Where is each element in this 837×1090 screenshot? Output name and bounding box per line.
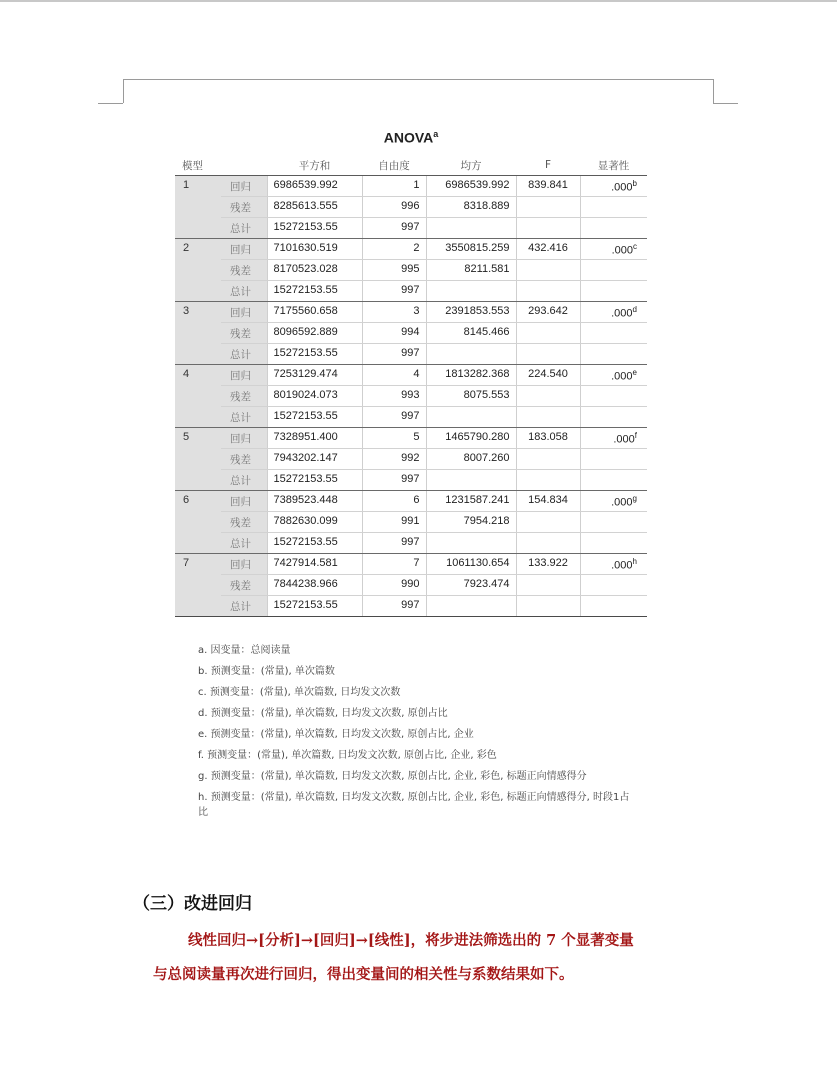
df-cell: 7 (362, 554, 426, 575)
model-id-cell (175, 449, 221, 470)
model-id-cell: 2 (175, 239, 221, 260)
footnote-marker: f (634, 431, 637, 440)
df-cell: 990 (362, 575, 426, 596)
f-value-cell: 183.058 (516, 428, 580, 449)
footnote: b. 预测变量：(常量), 单次篇数 (198, 666, 335, 677)
significance-cell (580, 554, 647, 575)
col-header-sum-of-squares: 平方和 (267, 155, 362, 176)
significance-cell (580, 512, 647, 533)
f-value-cell (516, 260, 580, 281)
df-cell: 992 (362, 449, 426, 470)
sum-of-squares-cell: 6986539.992 (267, 176, 362, 197)
table-row (175, 239, 647, 260)
col-header-df: 自由度 (362, 155, 426, 176)
mean-square-cell: 6986539.992 (426, 176, 516, 197)
significance-value: .000 (613, 433, 635, 446)
model-id-cell (175, 533, 221, 554)
table-row (175, 197, 647, 218)
f-value-cell (516, 449, 580, 470)
df-cell: 2 (362, 239, 426, 260)
model-id-cell: 1 (175, 176, 221, 197)
model-id-cell (175, 344, 221, 365)
mean-square-cell (426, 344, 516, 365)
mean-square-cell: 8318.889 (426, 197, 516, 218)
mean-square-cell: 8075.553 (426, 386, 516, 407)
table-row (175, 386, 647, 407)
mean-square-cell (426, 596, 516, 617)
mean-square-cell (426, 470, 516, 491)
sum-of-squares-cell: 7175560.658 (267, 302, 362, 323)
sum-of-squares-cell: 7253129.474 (267, 365, 362, 386)
row-type-cell: 总计 (221, 344, 267, 365)
model-id-cell (175, 281, 221, 302)
table-row (175, 323, 647, 344)
table-row (175, 512, 647, 533)
table-footnotes (198, 643, 638, 826)
row-type-cell: 总计 (221, 533, 267, 554)
window-top-border (0, 0, 837, 2)
mean-square-cell: 7923.474 (426, 575, 516, 596)
sum-of-squares-cell: 7328951.400 (267, 428, 362, 449)
df-cell: 6 (362, 491, 426, 512)
table-row (175, 596, 647, 617)
model-id-cell: 5 (175, 428, 221, 449)
footnote: a. 因变量：总阅读量 (198, 645, 291, 656)
df-cell: 997 (362, 470, 426, 491)
sum-of-squares-cell: 15272153.55 (267, 470, 362, 491)
sum-of-squares-cell: 7101630.519 (267, 239, 362, 260)
footnote: f. 预测变量：(常量), 单次篇数, 日均发文次数, 原创占比, 企业, 彩色 (198, 750, 497, 761)
f-value-cell (516, 533, 580, 554)
row-type-cell: 残差 (221, 449, 267, 470)
sum-of-squares-cell: 15272153.55 (267, 407, 362, 428)
table-row (175, 533, 647, 554)
significance-cell (580, 344, 647, 365)
df-cell: 993 (362, 386, 426, 407)
row-type-cell: 回归 (221, 428, 267, 449)
page-margin-mark-top (123, 79, 713, 80)
significance-cell (580, 596, 647, 617)
significance-value: .000 (611, 496, 633, 509)
body-paragraph-line1: 线性回归→[分析]→[回归]→[线性]，将步进法筛选出的 7 个显著变量 (188, 932, 634, 949)
significance-value: .000 (611, 244, 633, 257)
model-id-cell: 7 (175, 554, 221, 575)
mean-square-cell (426, 281, 516, 302)
f-value-cell (516, 281, 580, 302)
table-row (175, 176, 647, 197)
f-value-cell: 224.540 (516, 365, 580, 386)
sum-of-squares-cell: 15272153.55 (267, 596, 362, 617)
row-type-cell: 总计 (221, 218, 267, 239)
row-type-cell: 回归 (221, 491, 267, 512)
df-cell: 5 (362, 428, 426, 449)
significance-value: .000 (611, 181, 633, 194)
page-corner-mark-right (713, 79, 714, 103)
sum-of-squares-cell: 15272153.55 (267, 533, 362, 554)
sum-of-squares-cell: 8285613.555 (267, 197, 362, 218)
f-value-cell (516, 344, 580, 365)
row-type-cell: 回归 (221, 302, 267, 323)
df-cell: 991 (362, 512, 426, 533)
model-id-cell (175, 512, 221, 533)
mean-square-cell: 1061130.654 (426, 554, 516, 575)
footnote-marker: b (632, 179, 637, 188)
mean-square-cell: 2391853.553 (426, 302, 516, 323)
mean-square-cell: 1465790.280 (426, 428, 516, 449)
mean-square-cell: 1813282.368 (426, 365, 516, 386)
anova-table (175, 155, 647, 617)
sum-of-squares-cell: 7844238.966 (267, 575, 362, 596)
f-value-cell (516, 323, 580, 344)
significance-cell (580, 218, 647, 239)
row-type-cell: 回归 (221, 554, 267, 575)
sum-of-squares-cell: 7943202.147 (267, 449, 362, 470)
row-type-cell: 总计 (221, 281, 267, 302)
mean-square-cell (426, 533, 516, 554)
body-paragraph-line2: 与总阅读量再次进行回归，得出变量间的相关性与系数结果如下。 (153, 966, 574, 983)
model-id-cell (175, 470, 221, 491)
df-cell: 997 (362, 344, 426, 365)
mean-square-cell: 7954.218 (426, 512, 516, 533)
footnote-marker: c (633, 242, 637, 251)
footnote-marker: g (632, 494, 637, 503)
significance-value: .000 (611, 370, 633, 383)
significance-cell (580, 470, 647, 491)
table-row (175, 428, 647, 449)
table-header-row (175, 155, 647, 176)
table-row (175, 554, 647, 575)
model-id-cell (175, 260, 221, 281)
mean-square-cell (426, 218, 516, 239)
df-cell: 997 (362, 407, 426, 428)
model-id-cell (175, 323, 221, 344)
f-value-cell (516, 575, 580, 596)
anova-table-body (175, 176, 647, 617)
row-type-cell: 残差 (221, 386, 267, 407)
significance-cell (580, 407, 647, 428)
row-type-cell: 总计 (221, 596, 267, 617)
df-cell: 997 (362, 218, 426, 239)
row-type-cell: 回归 (221, 176, 267, 197)
f-value-cell (516, 407, 580, 428)
col-header-f: F (516, 155, 580, 176)
row-type-cell: 总计 (221, 407, 267, 428)
mean-square-cell: 8145.466 (426, 323, 516, 344)
sum-of-squares-cell: 8019024.073 (267, 386, 362, 407)
col-header-type (221, 155, 267, 176)
table-row (175, 260, 647, 281)
table-row (175, 491, 647, 512)
anova-title (175, 129, 647, 146)
significance-cell (580, 197, 647, 218)
significance-cell (580, 281, 647, 302)
df-cell: 997 (362, 596, 426, 617)
f-value-cell: 154.834 (516, 491, 580, 512)
f-value-cell (516, 386, 580, 407)
footnote: e. 预测变量：(常量), 单次篇数, 日均发文次数, 原创占比, 企业 (198, 729, 474, 740)
sum-of-squares-cell: 15272153.55 (267, 281, 362, 302)
df-cell: 996 (362, 197, 426, 218)
table-row (175, 407, 647, 428)
col-header-model: 模型 (175, 155, 221, 176)
significance-cell (580, 533, 647, 554)
f-value-cell: 293.642 (516, 302, 580, 323)
model-id-cell (175, 218, 221, 239)
model-id-cell: 3 (175, 302, 221, 323)
f-value-cell: 133.922 (516, 554, 580, 575)
significance-cell (580, 575, 647, 596)
model-id-cell (175, 407, 221, 428)
df-cell: 995 (362, 260, 426, 281)
table-row (175, 344, 647, 365)
page-corner-mark-left (123, 79, 124, 103)
model-id-cell (175, 596, 221, 617)
significance-value: .000 (611, 307, 633, 320)
footnote-marker: d (632, 305, 637, 314)
sum-of-squares-cell: 8170523.028 (267, 260, 362, 281)
mean-square-cell (426, 407, 516, 428)
footnote: h. 预测变量：(常量), 单次篇数, 日均发文次数, 原创占比, 企业, 彩色, 标题正向情感得分, 时段1占比 (198, 792, 630, 818)
f-value-cell (516, 218, 580, 239)
df-cell: 997 (362, 281, 426, 302)
significance-cell (580, 365, 647, 386)
anova-title-superscript: a (433, 129, 439, 139)
df-cell: 1 (362, 176, 426, 197)
row-type-cell: 回归 (221, 365, 267, 386)
sum-of-squares-cell: 8096592.889 (267, 323, 362, 344)
significance-cell (580, 302, 647, 323)
mean-square-cell: 8007.260 (426, 449, 516, 470)
sum-of-squares-cell: 7882630.099 (267, 512, 362, 533)
f-value-cell: 839.841 (516, 176, 580, 197)
row-type-cell: 残差 (221, 512, 267, 533)
table-row (175, 365, 647, 386)
row-type-cell: 总计 (221, 470, 267, 491)
f-value-cell (516, 470, 580, 491)
row-type-cell: 残差 (221, 260, 267, 281)
significance-cell (580, 239, 647, 260)
table-row (175, 449, 647, 470)
col-header-significance: 显著性 (580, 155, 647, 176)
footnote: d. 预测变量：(常量), 单次篇数, 日均发文次数, 原创占比 (198, 708, 448, 719)
table-row (175, 575, 647, 596)
model-id-cell (175, 386, 221, 407)
significance-cell (580, 386, 647, 407)
row-type-cell: 回归 (221, 239, 267, 260)
significance-cell (580, 260, 647, 281)
footnote-marker: h (632, 557, 637, 566)
significance-cell (580, 323, 647, 344)
df-cell: 997 (362, 533, 426, 554)
row-type-cell: 残差 (221, 575, 267, 596)
table-row (175, 218, 647, 239)
model-id-cell (175, 197, 221, 218)
f-value-cell: 432.416 (516, 239, 580, 260)
df-cell: 994 (362, 323, 426, 344)
footnote: g. 预测变量：(常量), 单次篇数, 日均发文次数, 原创占比, 企业, 彩色, 标题正向情感得分 (198, 771, 587, 782)
significance-cell (580, 491, 647, 512)
model-id-cell: 6 (175, 491, 221, 512)
section-heading: （三）改进回归 (133, 894, 252, 914)
mean-square-cell: 3550815.259 (426, 239, 516, 260)
significance-value: .000 (611, 559, 633, 572)
df-cell: 3 (362, 302, 426, 323)
significance-cell (580, 449, 647, 470)
significance-cell (580, 428, 647, 449)
table-row (175, 470, 647, 491)
table-row (175, 281, 647, 302)
sum-of-squares-cell: 7427914.581 (267, 554, 362, 575)
page-corner-mark-right-tick (713, 103, 738, 104)
sum-of-squares-cell: 15272153.55 (267, 218, 362, 239)
table-row (175, 302, 647, 323)
sum-of-squares-cell: 7389523.448 (267, 491, 362, 512)
footnote: c. 预测变量：(常量), 单次篇数, 日均发文次数 (198, 687, 401, 698)
significance-cell (580, 176, 647, 197)
f-value-cell (516, 197, 580, 218)
mean-square-cell: 1231587.241 (426, 491, 516, 512)
df-cell: 4 (362, 365, 426, 386)
anova-title-text: ANOVA (383, 129, 434, 146)
row-type-cell: 残差 (221, 197, 267, 218)
model-id-cell: 4 (175, 365, 221, 386)
footnote-marker: e (632, 368, 637, 377)
sum-of-squares-cell: 15272153.55 (267, 344, 362, 365)
page-corner-mark-left-tick (98, 103, 123, 104)
col-header-mean-square: 均方 (426, 155, 516, 176)
mean-square-cell: 8211.581 (426, 260, 516, 281)
f-value-cell (516, 512, 580, 533)
model-id-cell (175, 575, 221, 596)
row-type-cell: 残差 (221, 323, 267, 344)
f-value-cell (516, 596, 580, 617)
